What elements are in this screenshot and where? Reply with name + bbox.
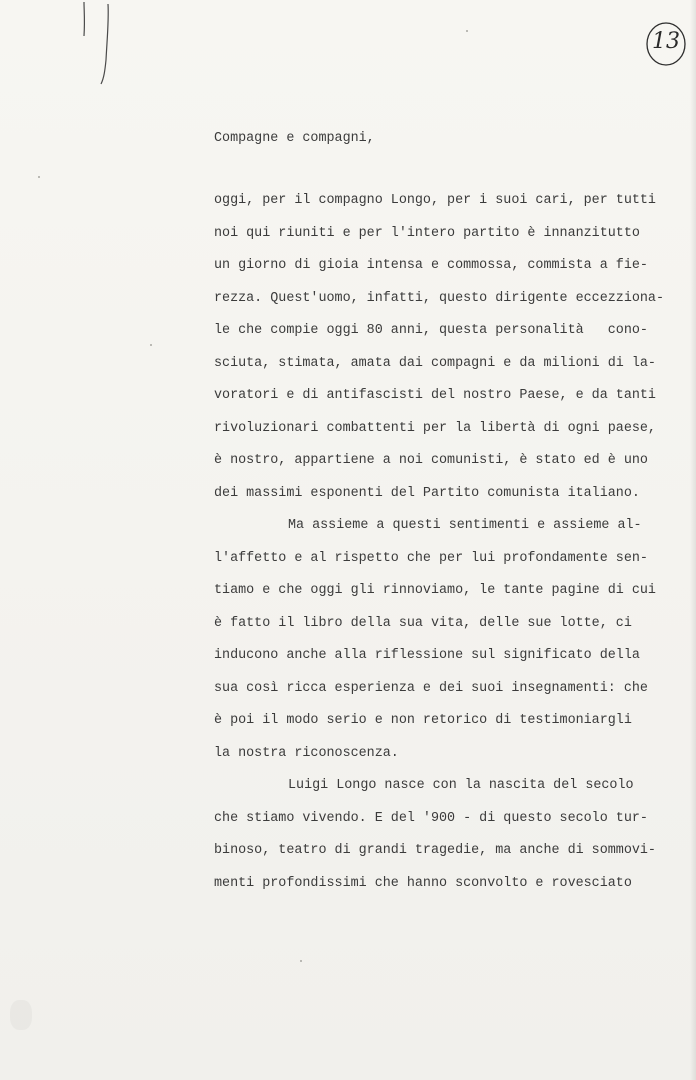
text-line: voratori e di antifascisti del nostro Paese, e da tanti [214, 388, 656, 403]
text-line: è fatto il libro della sua vita, delle sue lotte, ci [214, 615, 632, 631]
text-line: menti profondissimi che hanno sconvolto e rovesciato [214, 875, 632, 891]
salutation: Compagne e compagni, [214, 131, 375, 146]
text-line: l'affetto e al rispetto che per lui profondamente sen- [214, 550, 648, 566]
text-line: è nostro, appartiene a noi comunisti, è stato ed è uno [214, 453, 648, 468]
text-line: le che compie oggi 80 anni, questa personalità cono- [214, 323, 648, 338]
body-text [214, 192, 684, 907]
page-number [644, 20, 688, 68]
text-line: è poi il modo serio e non retorico di testimoniargli [214, 713, 632, 728]
text-line: rezza. Quest'uomo, infatti, questo dirigente eccezziona- [214, 290, 664, 306]
text-line: oggi, per il compagno Longo, per i suoi cari, per tutti [214, 193, 656, 208]
text-line: Ma assieme a questi sentimenti e assieme al- [288, 518, 642, 533]
text-line: un giorno di gioia intensa e commossa, commista a fie- [214, 258, 648, 273]
page-number-text: 13 [652, 29, 680, 54]
paper-speck [38, 176, 40, 178]
text-line: che stiamo vivendo. E del '900 - di questo secolo tur- [214, 810, 648, 826]
text-line: Luigi Longo nasce con la nascita del secolo [288, 778, 634, 793]
text-line: la nostra riconoscenza. [214, 745, 399, 761]
text-line: tiamo e che oggi gli rinnoviamo, le tante pagine di cui [214, 583, 656, 598]
paper-speck [150, 344, 152, 346]
text-line: rivoluzionari combattenti per la libertà di ogni paese, [214, 420, 656, 436]
paper-speck [300, 960, 302, 962]
text-line: inducono anche alla riflessione sul significato della [214, 648, 640, 663]
text-line: dei massimi esponenti del Partito comunista italiano. [214, 485, 640, 501]
pen-marks-icon [76, 0, 116, 90]
text-line: sua così ricca esperienza e dei suoi insegnamenti: che [214, 680, 648, 696]
text-line: binoso, teatro di grandi tragedie, ma anche di sommovi- [214, 843, 656, 858]
paper-speck [466, 30, 468, 32]
page-edge-shadow [690, 0, 696, 1080]
text-line: noi qui riuniti e per l'intero partito è innanzitutto [214, 225, 640, 241]
paper-stain [10, 1000, 32, 1030]
text-line: sciuta, stimata, amata dai compagni e da milioni di la- [214, 355, 656, 371]
